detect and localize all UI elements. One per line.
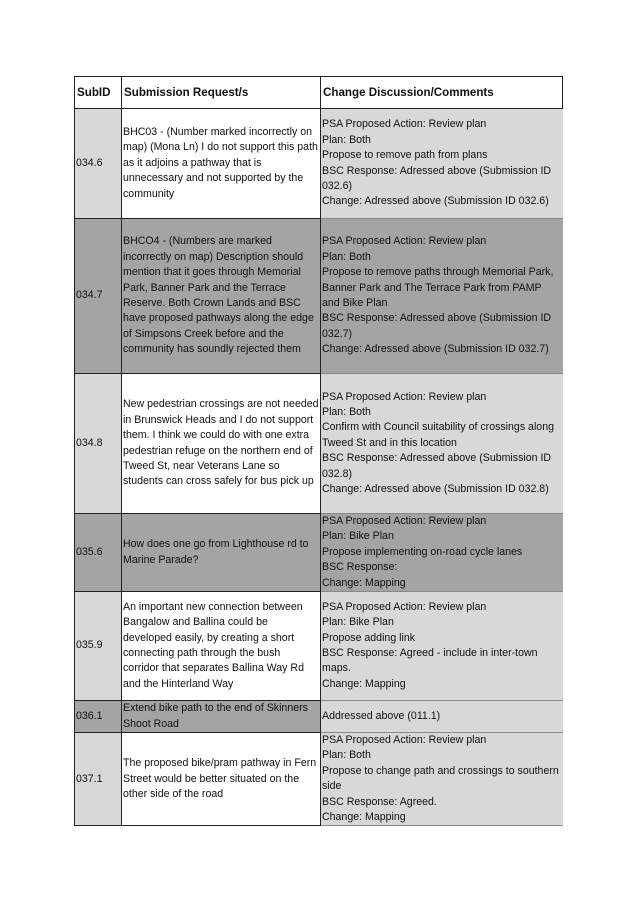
comment-line: Change: Mapping <box>322 677 406 690</box>
row-subid: 035.6 <box>75 514 122 592</box>
comment-line: Change: Mapping <box>322 576 406 589</box>
comment-line: Change: Mapping <box>322 811 406 824</box>
row-subid: 036.1 <box>75 701 122 733</box>
comment-line: Plan: Bike Plan <box>322 530 394 543</box>
row-request: An important new connection between Bangalow and Ballina could be developed easily, by creating a short connecting path through the bush corridor that separates Ballina Way Rd and the Hinterland Way <box>122 592 321 701</box>
table-row <box>75 374 563 514</box>
row-comments <box>321 733 563 826</box>
comment-line: PSA Proposed Action: Review plan <box>322 118 487 131</box>
comment-line: Change: Adressed above (Submission ID 032.8) <box>322 483 549 496</box>
row-comments <box>321 219 563 374</box>
comment-line: PSA Proposed Action: Review plan <box>322 235 487 248</box>
submissions-table <box>74 76 563 826</box>
comment-line: Change: Adressed above (Submission ID 032.7) <box>322 343 549 356</box>
row-request: How does one go from Lighthouse rd to Marine Parade? <box>122 514 321 592</box>
table-row <box>75 109 563 219</box>
row-request: New pedestrian crossings are not needed in Brunswick Heads and I do not support them. I think we could do with one extra pedestrian refuge on the northern end of Tweed St, near Veterans Lane so students can cross safely for bus pick up <box>122 374 321 514</box>
row-comments <box>321 701 563 733</box>
comment-line: Plan: Both <box>322 405 371 418</box>
header-subid: SubID <box>75 77 122 109</box>
comment-line: Propose to remove path from plans <box>322 149 488 162</box>
comment-line: PSA Proposed Action: Review plan <box>322 600 487 613</box>
comment-line: Confirm with Council suitability of crossings along Tweed St and in this location <box>322 421 554 449</box>
comment-line: Plan: Both <box>322 749 371 762</box>
row-comments <box>321 514 563 592</box>
table-row <box>75 592 563 701</box>
row-comments <box>321 592 563 701</box>
header-request: Submission Request/s <box>122 77 321 109</box>
row-subid: 037.1 <box>75 733 122 826</box>
table-row <box>75 514 563 592</box>
header-comments: Change Discussion/Comments <box>321 77 563 109</box>
row-request: Extend bike path to the end of Skinners Shoot Road <box>122 701 321 733</box>
row-subid: 034.8 <box>75 374 122 514</box>
row-request: The proposed bike/pram pathway in Fern Street would be better situated on the other side of the road <box>122 733 321 826</box>
table-row <box>75 701 563 733</box>
comment-line: BSC Response: Adressed above (Submission ID 032.6) <box>322 164 552 192</box>
table-row <box>75 733 563 826</box>
comment-line: BSC Response: Adressed above (Submission ID 032.7) <box>322 312 552 340</box>
comment-line: PSA Proposed Action: Review plan <box>322 390 487 403</box>
comment-line: BSC Response: Agreed. <box>322 795 437 808</box>
comment-line: Addressed above (011.1) <box>322 709 441 722</box>
comment-line: Change: Adressed above (Submission ID 032.6) <box>322 195 549 208</box>
comment-line: BSC Response: <box>322 561 398 574</box>
row-subid: 035.9 <box>75 592 122 701</box>
table-row <box>75 219 563 374</box>
comment-line: PSA Proposed Action: Review plan <box>322 734 487 747</box>
comment-line: Propose implementing on-road cycle lanes <box>322 545 523 558</box>
comment-line: BSC Response: Agreed - include in inter-town maps. <box>322 647 538 675</box>
row-subid: 034.7 <box>75 219 122 374</box>
comment-line: Plan: Both <box>322 250 371 263</box>
comment-line: Propose adding link <box>322 631 416 644</box>
row-request: BHC03 - (Number marked incorrectly on map) (Mona Ln) I do not support this path as it adjoins a pathway that is unnecessary and not supported by the community <box>122 109 321 219</box>
comment-line: Propose to remove paths through Memorial Park, Banner Park and The Terrace Park from PAMP and Bike Plan <box>322 266 554 309</box>
comment-line: Plan: Bike Plan <box>322 616 394 629</box>
comment-line: PSA Proposed Action: Review plan <box>322 515 487 527</box>
row-subid: 034.6 <box>75 109 122 219</box>
comment-line: Plan: Both <box>322 133 371 146</box>
row-comments <box>321 109 563 219</box>
table-header-row <box>75 77 563 109</box>
row-comments <box>321 374 563 514</box>
comment-line: BSC Response: Adressed above (Submission ID 032.8) <box>322 452 552 480</box>
row-request: BHCO4 - (Numbers are marked incorrectly on map) Description should mention that it goes through Memorial Park, Banner Park and the Terrace Reserve. Both Crown Lands and BSC have proposed pathways along the edge of Simpsons Creek before and the community has soundly rejected them <box>122 219 321 374</box>
comment-line: Propose to change path and crossings to southern side <box>322 764 559 793</box>
